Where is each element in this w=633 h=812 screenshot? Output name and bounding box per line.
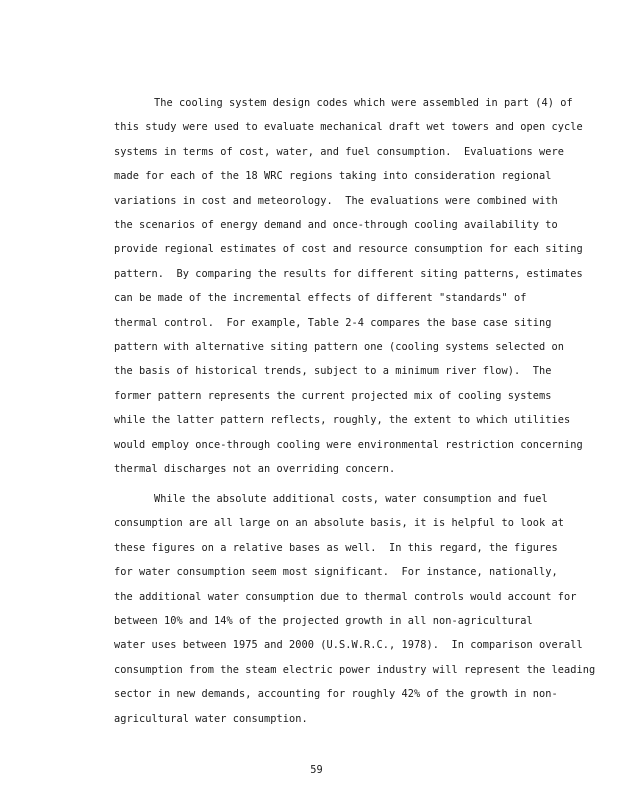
text-line: water uses between 1975 and 2000 (U.S.W.R.C., 1978). In comparison overall bbox=[114, 639, 583, 652]
text-line: consumption from the steam electric power industry will represent the leading bbox=[114, 663, 596, 676]
text-line: The cooling system design codes which were assembled in part (4) of bbox=[154, 97, 573, 109]
page-number: 59 bbox=[310, 764, 323, 776]
text-line: the basis of historical trends, subject to a minimum river flow). The bbox=[114, 365, 552, 378]
text-line: thermal discharges not an overriding concern. bbox=[114, 463, 396, 475]
text-line: for water consumption seem most significant. For instance, nationally, bbox=[114, 566, 558, 579]
text-line: While the absolute additional costs, water consumption and fuel bbox=[154, 493, 548, 505]
text-line: sector in new demands, accounting for roughly 42% of the growth in non- bbox=[114, 688, 558, 701]
text-line: provide regional estimates of cost and resource consumption for each siting bbox=[114, 243, 583, 256]
text-line: between 10% and 14% of the projected growth in all non-agricultural bbox=[114, 615, 533, 627]
text-line: can be made of the incremental effects of different "standards" of bbox=[114, 292, 527, 305]
text-line: pattern with alternative siting pattern one (cooling systems selected on bbox=[114, 341, 564, 353]
text-line: while the latter pattern reflects, roughly, the extent to which utilities bbox=[114, 414, 571, 427]
text-line: the additional water consumption due to thermal controls would account for bbox=[114, 590, 577, 603]
text-line: this study were used to evaluate mechanical draft wet towers and open cycle bbox=[114, 121, 583, 134]
text-line: these figures on a relative bases as well. In this regard, the figures bbox=[114, 541, 558, 554]
text-line: the scenarios of energy demand and once-through cooling availability to bbox=[114, 219, 558, 231]
text-line: consumption are all large on an absolute basis, it is helpful to look at bbox=[114, 517, 564, 530]
text-line: thermal control. For example, Table 2-4 compares the base case siting bbox=[114, 316, 552, 329]
text-line: made for each of the 18 WRC regions taking into consideration regional bbox=[114, 170, 552, 183]
text-line: systems in terms of cost, water, and fuel consumption. Evaluations were bbox=[114, 145, 564, 158]
text-line: agricultural water consumption. bbox=[114, 712, 308, 725]
text-line: former pattern represents the current projected mix of cooling systems bbox=[114, 389, 552, 402]
text-line: pattern. By comparing the results for different siting patterns, estimates bbox=[114, 267, 583, 280]
text-line: would employ once-through cooling were environmental restriction concerning bbox=[114, 438, 583, 451]
text-line: variations in cost and meteorology. The evaluations were combined with bbox=[114, 194, 558, 207]
